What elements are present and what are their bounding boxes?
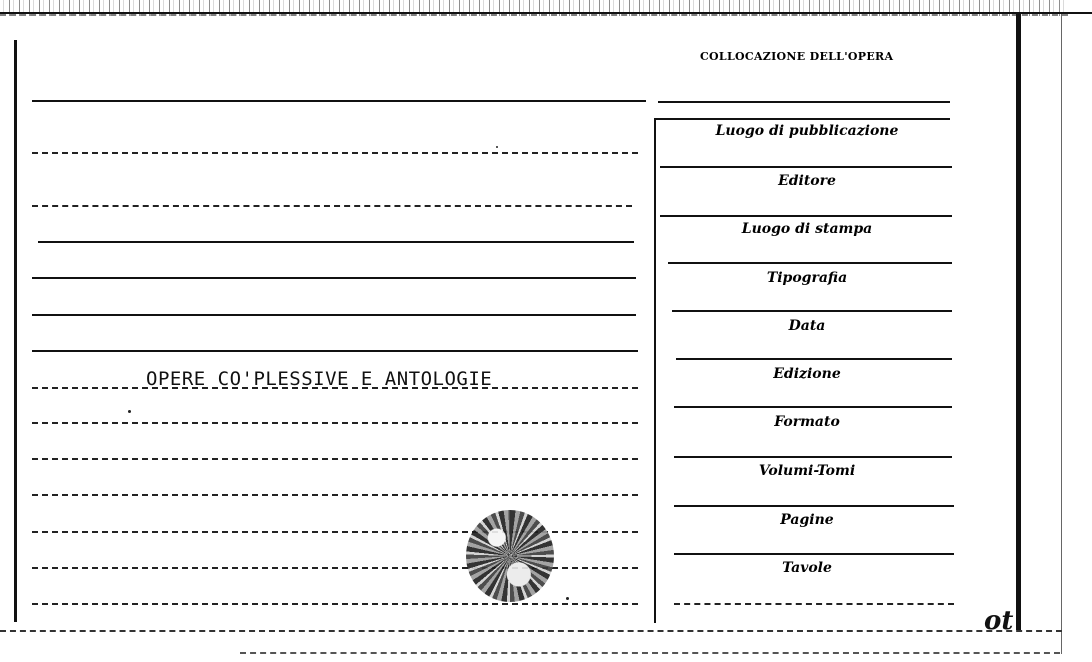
library-stamp — [466, 510, 554, 602]
writing-line — [32, 205, 632, 207]
field-pagine: Pagine — [780, 512, 834, 528]
writing-line — [32, 422, 638, 424]
field-formato: Formato — [774, 414, 840, 430]
column-divider — [654, 118, 656, 623]
field-rule — [660, 215, 952, 217]
field-data: Data — [788, 318, 826, 334]
field-rule — [676, 358, 952, 360]
field-luogo-di-stampa: Luogo di stampa — [741, 221, 873, 237]
field-editore: Editore — [778, 173, 836, 189]
field-rule — [674, 505, 954, 507]
field-rule — [672, 310, 952, 312]
field-rule — [674, 603, 954, 605]
bottom-border — [0, 630, 1062, 632]
top-border-line — [0, 12, 1092, 14]
writing-line — [32, 494, 638, 496]
right-outer-edge — [1061, 14, 1062, 654]
field-volumi-tomi: Volumi-Tomi — [758, 463, 856, 479]
field-rule — [674, 553, 954, 555]
field-rule — [660, 166, 952, 168]
field-rule — [674, 406, 952, 408]
writing-line — [32, 100, 646, 102]
collocazione-rule — [658, 101, 950, 103]
field-edizione: Edizione — [773, 366, 841, 382]
writing-line — [38, 241, 634, 243]
writing-line — [32, 314, 636, 316]
field-rule — [674, 456, 952, 458]
writing-line — [32, 350, 638, 352]
card-title: OPERE CO'PLESSIVE E ANTOLOGIE — [146, 368, 493, 390]
scan-speck — [128, 410, 131, 413]
collocazione-header: COLLOCAZIONE DELL'OPERA — [700, 50, 894, 63]
left-border — [14, 40, 17, 622]
writing-line — [32, 277, 636, 279]
handwritten-initials: ot — [984, 606, 1014, 636]
writing-line — [32, 458, 638, 460]
field-rule — [668, 262, 952, 264]
scan-speck — [496, 146, 498, 148]
writing-line — [32, 152, 638, 154]
scan-speck — [566, 597, 569, 600]
field-column-top-rule — [654, 118, 950, 120]
bottom-outer-edge — [240, 652, 1060, 654]
right-border — [1016, 12, 1021, 630]
field-tipografia: Tipografia — [766, 270, 848, 286]
field-tavole: Tavole — [782, 560, 832, 576]
field-luogo-di-pubblicazione: Luogo di pubblicazione — [715, 123, 899, 139]
writing-line — [32, 603, 638, 605]
